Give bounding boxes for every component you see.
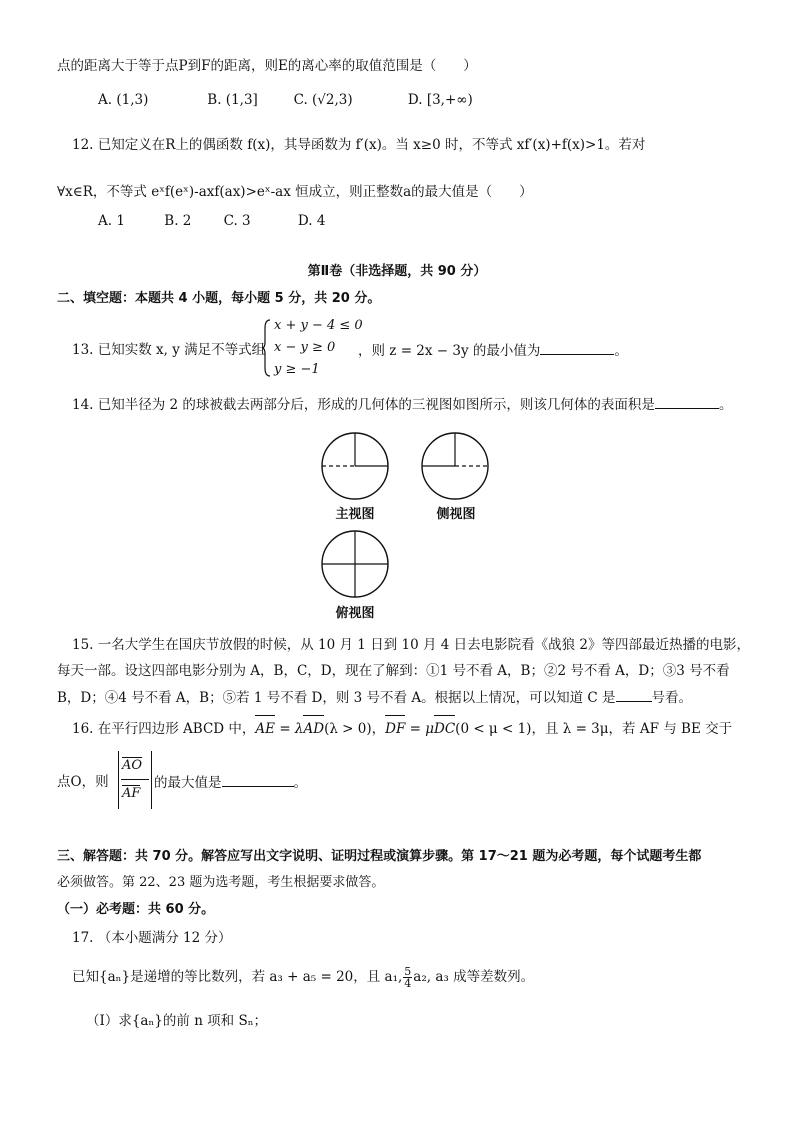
q14-answer-blank bbox=[655, 394, 719, 409]
q11-option-c: C. (√2,3) bbox=[293, 92, 353, 108]
q16-cond1: (λ > 0)， bbox=[324, 721, 386, 737]
q14-text bbox=[72, 394, 732, 415]
q16-abs-fraction bbox=[118, 751, 152, 809]
vector-df-label: DF bbox=[385, 721, 406, 737]
q13-suffix bbox=[358, 340, 628, 361]
q17-frac-num: 5 bbox=[404, 965, 412, 978]
q12-line1: 12. 已知定义在R上的偶函数 f(x)，其导函数为 f′(x)。当 x≥0 时，不等式 xf′(x)+f(x)>1。若对 bbox=[72, 137, 646, 153]
vector-ae bbox=[255, 719, 275, 739]
q11-option-d: D. [3,+∞) bbox=[407, 92, 473, 108]
q15-answer-blank bbox=[616, 687, 652, 702]
q17-statement bbox=[72, 966, 534, 989]
q15-line3 bbox=[57, 687, 692, 708]
vector-dc bbox=[434, 719, 455, 739]
q17-fraction bbox=[403, 966, 412, 989]
q13-end: 。 bbox=[614, 343, 628, 359]
q12-line2: ∀x∈R，不等式 eˣf(eˣ)-axf(ax)>eˣ-ax 恒成立，则正整数a的最大值是（ ） bbox=[57, 184, 533, 200]
q13-ineq-2: x − y ≥ 0 bbox=[274, 340, 336, 355]
required-header: （一）必考题：共 60 分。 bbox=[57, 902, 215, 917]
q16-line1-text: 16. 在平行四边形 ABCD 中， bbox=[72, 721, 256, 737]
q13-brace bbox=[262, 318, 272, 378]
vector-df bbox=[385, 719, 405, 739]
q16-eq2: = μ bbox=[405, 721, 435, 737]
section2-header: 二、填空题：本题共 4 小题，每小题 5 分，共 20 分。 bbox=[57, 291, 381, 306]
q15-line3-end: 号看。 bbox=[651, 690, 692, 706]
q17-stmt-a: 已知{aₙ}是递增的等比数列，若 a₃ + a₅ = 20，且 a₁, bbox=[72, 969, 403, 985]
q16-end: 。 bbox=[293, 775, 307, 791]
q17-stmt-b: a₂, a₃ 成等差数列。 bbox=[413, 969, 535, 985]
top-view-label: 俯视图 bbox=[335, 606, 375, 621]
side-view-figure bbox=[420, 431, 490, 501]
q15-line3-text: B，D；④4 号不看 A，B；⑤若 1 号不看 D，则 3 号不看 A。根据以上情况，可以知道 C 是 bbox=[57, 690, 616, 706]
vector-ae-label: AE bbox=[255, 721, 276, 737]
q11-option-a: A. (1,3) bbox=[98, 92, 149, 108]
section3-header-line2: 必须做答。第 22、23 题为选考题，考生根据要求做答。 bbox=[57, 875, 385, 890]
section3-header-line1: 三、解答题：共 70 分。解答应写出文字说明、证明过程或演算步骤。第 17～21 题为必考题，每个试题考生都 bbox=[57, 849, 702, 864]
q15-line1: 15. 一名大学生在国庆节放假的时候，从 10 月 1 日到 10 月 4 日去电影院看《战狼 2》等四部最近热播的电影， bbox=[72, 637, 751, 653]
vector-ad bbox=[303, 719, 324, 739]
q13-suffix-text: ，则 z = 2x − 3y 的最小值为 bbox=[358, 343, 541, 359]
front-view-figure bbox=[320, 431, 390, 501]
q16-cond2: (0 < μ < 1)，且 λ = 3μ，若 AF 与 BE 交于 bbox=[455, 721, 733, 737]
q17-title: 17. （本小题满分 12 分） bbox=[72, 930, 232, 946]
q13-ineq-3: y ≥ −1 bbox=[274, 362, 320, 377]
q16-line2-start: 点O，则 bbox=[57, 774, 109, 790]
part2-title: 第Ⅱ卷（非选择题，共 90 分） bbox=[307, 264, 487, 279]
q14-text-body: 14. 已知半径为 2 的球被截去两部分后，形成的几何体的三视图如图所示，则该几何体的表面积是 bbox=[72, 397, 655, 413]
vector-dc-label: DC bbox=[434, 721, 456, 737]
q16-line2-end bbox=[154, 772, 307, 793]
q13-answer-blank bbox=[540, 340, 614, 355]
q16-line1 bbox=[72, 719, 732, 739]
q13-ineq-1: x + y − 4 ≤ 0 bbox=[274, 318, 363, 333]
q11-options bbox=[98, 90, 473, 110]
q16-frac-num: AO bbox=[122, 758, 143, 773]
q17-frac-den: 4 bbox=[404, 977, 412, 990]
q14-end: 。 bbox=[718, 397, 733, 413]
q16-eq1: = λ bbox=[275, 721, 304, 737]
q15-line2: 每天一部。设这四部电影分别为 A，B，C，D，现在了解到：①1 号不看 A，B；②2 号不看 A，D；③3 号不看 bbox=[57, 663, 730, 679]
vector-ad-label: AD bbox=[303, 721, 325, 737]
q16-frac-den: AF bbox=[122, 786, 141, 801]
q12-options bbox=[98, 211, 325, 231]
top-view-figure bbox=[320, 529, 390, 599]
q12-option-b: B. 2 bbox=[164, 213, 192, 229]
side-view-label: 侧视图 bbox=[436, 507, 476, 522]
q16-line2-text: 的最大值是 bbox=[154, 775, 222, 791]
q12-option-a: A. 1 bbox=[98, 213, 125, 229]
q11-tail-text: 点的距离大于等于点P到F的距离，则E的离心率的取值范围是（ ） bbox=[57, 58, 477, 74]
front-view-label: 主视图 bbox=[335, 507, 375, 522]
q12-option-d: D. 4 bbox=[297, 213, 326, 229]
q17-part1: （Ⅰ）求{aₙ}的前 n 项和 Sₙ； bbox=[86, 1013, 268, 1029]
q12-option-c: C. 3 bbox=[223, 213, 251, 229]
q16-answer-blank bbox=[222, 772, 294, 787]
q11-option-b: B. (1,3] bbox=[207, 92, 258, 108]
q13-prefix: 13. 已知实数 x, y 满足不等式组 bbox=[72, 342, 266, 358]
